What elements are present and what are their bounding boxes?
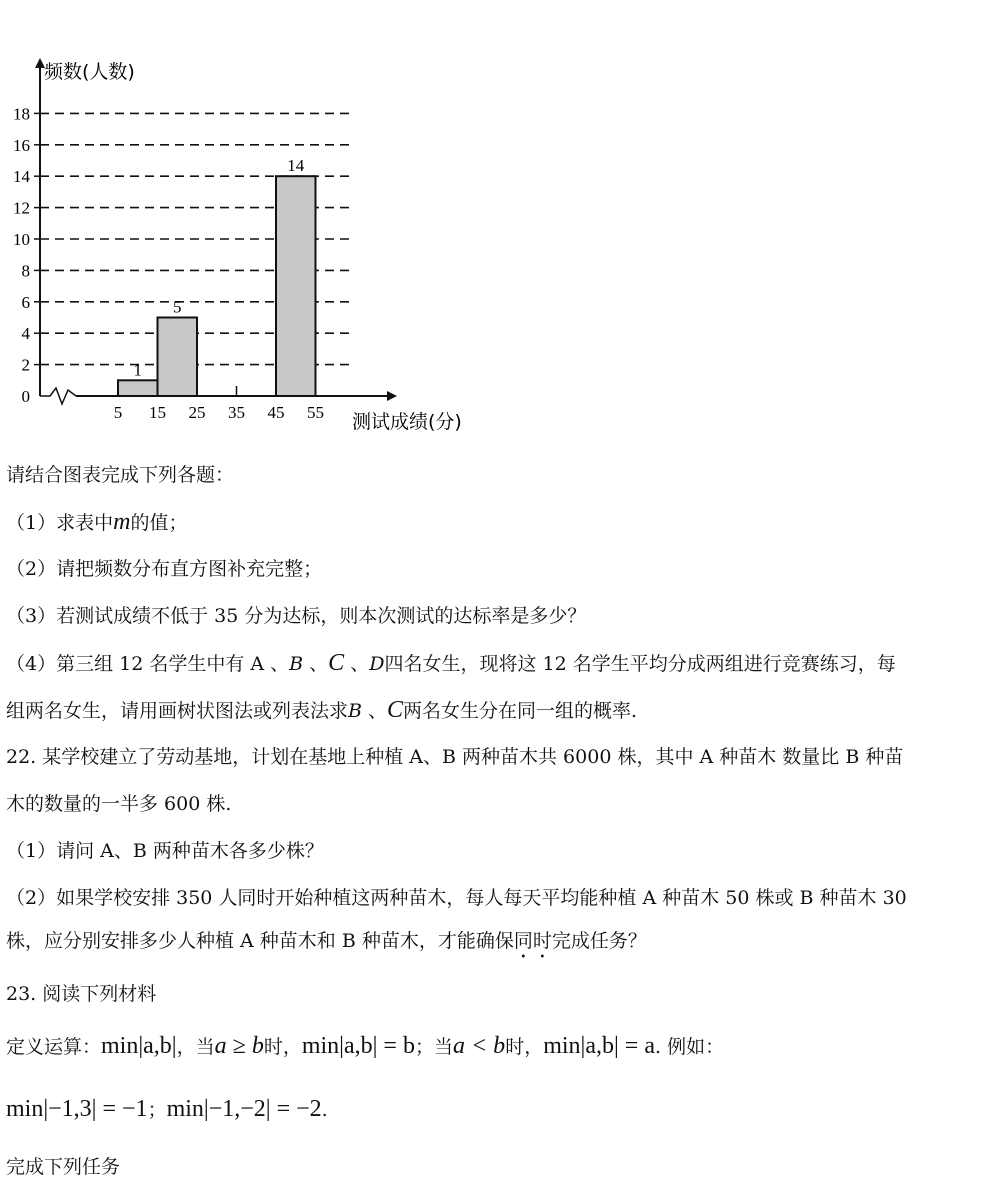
q22-part2-line2	[6, 929, 969, 963]
q21-part4-b: 四名女生，现将这 12 名学生平均分成两组进行竞赛练习，每	[384, 653, 896, 675]
y-tick-label: 4	[21, 324, 30, 344]
q21-part2: （2）请把频数分布直方图补充完整；	[6, 558, 323, 580]
x-tick-label: 45	[267, 403, 285, 422]
bar-value-label: 14	[287, 156, 305, 176]
def-a: 定义运算：	[6, 1036, 102, 1058]
y-tick-label: 2	[21, 355, 30, 375]
def-e: 时，	[505, 1036, 544, 1058]
cond-2: a < b	[452, 1033, 506, 1059]
y-axis-label: 频数(人数)	[44, 61, 135, 83]
x-tick-label: 25	[188, 403, 206, 422]
y-tick-label: 10	[13, 230, 30, 249]
bar	[158, 318, 198, 397]
y-tick-label: 18	[13, 104, 30, 124]
q21-part1-text-b: 的值；	[130, 512, 188, 534]
bar	[276, 176, 316, 396]
x-axis-label: 测试成绩(分)	[352, 411, 462, 433]
q23-definition	[6, 1034, 969, 1059]
q23-task: 完成下列任务	[6, 1156, 121, 1178]
q22-part2-line2-a: 株，应分别安排多少人种植 A 种苗木和 B 种苗木，才能确保	[6, 930, 514, 952]
def-c: 时，	[263, 1036, 302, 1058]
q21-part4-line2-b: 两名女生分在同一组的概率.	[403, 700, 638, 722]
q22-part2-line1: （2）如果学校安排 350 人同时开始种植这两种苗木，每人每天平均能种植 A 种苗木 50 株或 B 种苗木 30	[6, 887, 907, 909]
q21-part4-a: （4）第三组 12 名学生中有 A 、	[6, 653, 290, 675]
q21-part1-text-a: （1）求表中	[6, 512, 114, 534]
def-f: . 例如：	[655, 1036, 725, 1058]
y-tick-label: 0	[21, 387, 30, 406]
y-tick-label: 16	[13, 135, 30, 155]
q21-part4-line1	[6, 651, 969, 676]
q23-title: 23. 阅读下列材料	[6, 983, 157, 1005]
q22-line2: 木的数量的一半多 600 株.	[6, 793, 232, 815]
x-tick-label: 35	[228, 403, 245, 422]
y-tick-label: 12	[13, 198, 30, 218]
intro-line: 请结合图表完成下列各题：	[6, 464, 235, 486]
bar-value-label: 5	[173, 297, 182, 317]
q22-line1-b: 数量比 B 种苗	[776, 746, 904, 768]
y-tick-label: 14	[13, 167, 30, 187]
bar	[118, 380, 158, 396]
emphasized-text: 同时	[513, 930, 552, 952]
example-separator: ；	[147, 1099, 167, 1121]
example-end: .	[321, 1099, 328, 1121]
q21-part4-sep2: 、	[344, 653, 370, 675]
letter-c: C	[328, 650, 345, 676]
y-tick-label: 8	[21, 261, 30, 281]
x-tick-label: 15	[149, 403, 166, 422]
x-tick-label: 5	[113, 403, 123, 422]
y-ticks	[13, 104, 40, 406]
q21-part4-sep1: 、	[303, 653, 329, 675]
letter-b-2: B	[348, 700, 362, 722]
frequency-histogram	[0, 0, 500, 445]
q22-part1: （1）请问 A、B 两种苗木各多少株？	[6, 840, 324, 862]
letter-b: B	[289, 653, 304, 675]
q21-part1	[6, 510, 969, 535]
q21-part3: （3）若测试成绩不低于 35 分为达标，则本次测试的达标率是多少？	[6, 605, 587, 627]
bar-value-label: 1	[133, 360, 142, 380]
axis-break	[40, 388, 76, 404]
y-tick-label: 6	[21, 292, 30, 312]
q22-line1-a: 22. 某学校建立了劳动基地，计划在基地上种植 A、B 两种苗木共 6000 株，其中 A 种苗木	[6, 746, 777, 768]
cond-1: a ≥ b	[214, 1033, 264, 1059]
var-m: m	[113, 509, 131, 535]
axes	[40, 60, 395, 404]
example-1: min|−1,3| = −1	[6, 1096, 148, 1122]
example-2: min|−1,−2| = −2	[166, 1096, 322, 1122]
min-expr-3: min|a,b| = a	[543, 1033, 655, 1059]
q21-part4-line2-a: 组两名女生，请用画树状图法或列表法求	[6, 700, 349, 722]
min-expr-1: min|a,b|	[101, 1033, 177, 1059]
min-expr-2: min|a,b| = b	[301, 1033, 415, 1059]
letter-d: D	[369, 653, 385, 675]
bars	[118, 156, 316, 396]
q23-examples	[6, 1097, 969, 1122]
def-d: ；当	[414, 1036, 453, 1058]
q22-part2-line2-b: 完成任务？	[551, 930, 647, 952]
def-b: ，当	[176, 1036, 215, 1058]
x-tick-label: 55	[307, 403, 324, 422]
q21-part4-line2-sep: 、	[361, 700, 388, 722]
q22-line1	[6, 745, 969, 769]
q21-part4-line2	[6, 698, 969, 723]
letter-c-2: C	[387, 697, 404, 723]
